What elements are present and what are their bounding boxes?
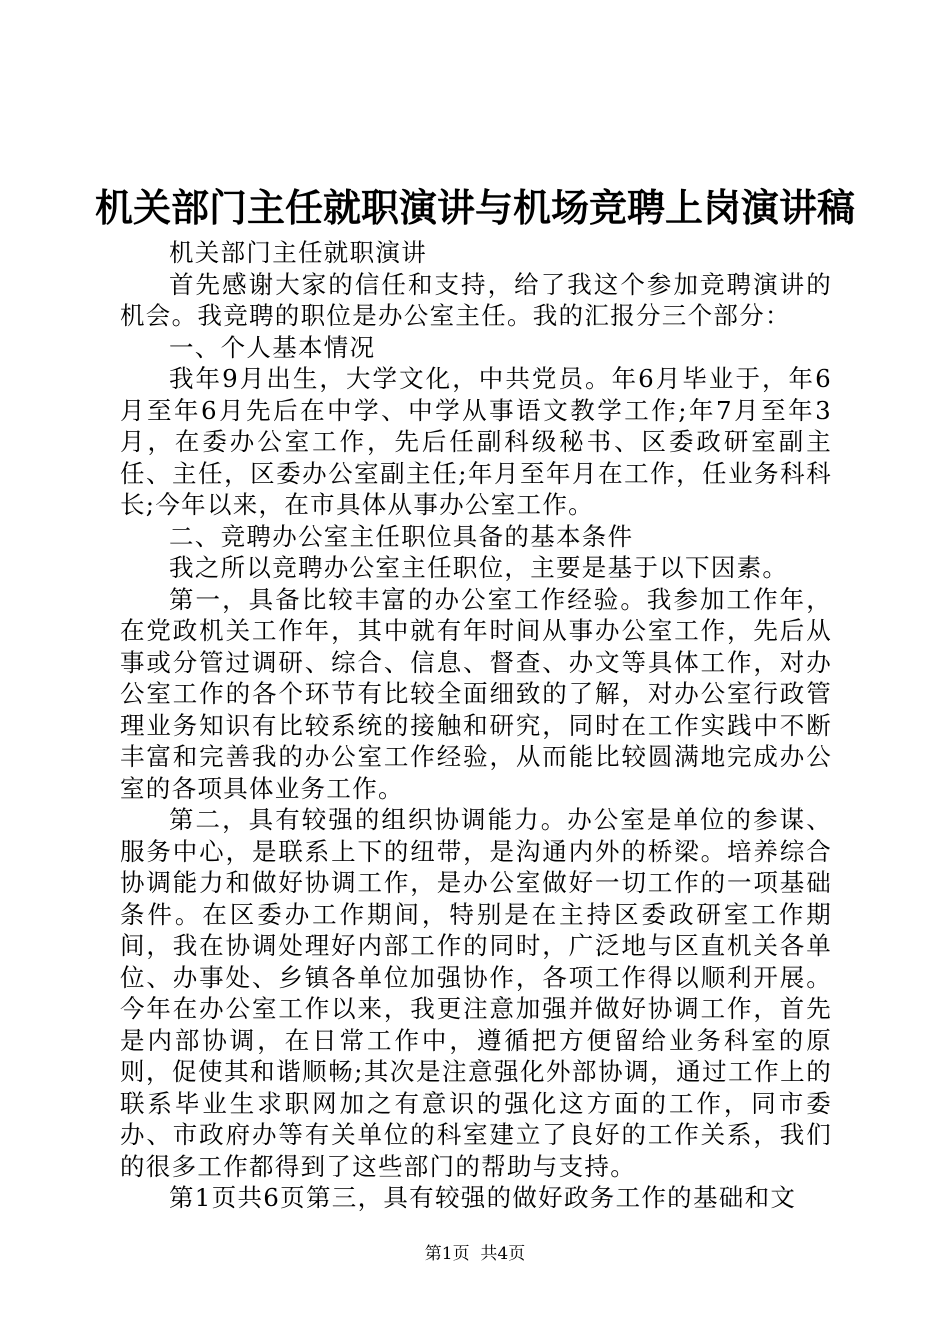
paragraph-point-2: 第二，具有较强的组织协调能力。办公室是单位的参谋、服务中心，是联系上下的纽带，是沟通内外的桥梁。培养综合协调能力和做好协调工作，是办公室做好一切工作的一项基础条件。在区委办工作期间，特别是在主持区委政研室工作期间，我在协调处理好内部工作的同时，广泛地与区直机关各单位、办事处、乡镇各单位加强协作，各项工作得以顺利开展。今年在办公室工作以来，我更注意加强并做好协调工作，首先是内部协调，在日常工作中，遵循把方便留给业务科室的原则，促使其和谐顺畅;其次是注意强化外部协调，通过工作上的联系毕业生求职网加之有意识的强化这方面的工作，同市委办、市政府办等有关单位的科室建立了良好的工作关系，我们的很多工作都得到了这些部门的帮助与支持。	[120, 805, 832, 1181]
section-heading-2: 二、竞聘办公室主任职位具备的基本条件	[169, 521, 634, 551]
paragraph-point-3: 第1页共6页第三，具有较强的做好政务工作的基础和文	[169, 1183, 797, 1212]
paragraph-personal-info: 我年9月出生，大学文化，中共党员。年6月毕业于，年6月至年6月先后在中学、中学从事语文教学工作;年7月至年3月，在委办公室工作，先后任副科级秘书、区委政研室副主任、主任，区委办公室副主任;年月至年月在工作，任业务科科长;今年以来，在市具体从事办公室工作。	[120, 364, 832, 519]
document-title: 机关部门主任就职演讲与机场竞聘上岗演讲稿	[94, 185, 855, 230]
paragraph-subtitle: 机关部门主任就职演讲	[169, 238, 427, 267]
paragraph-opening: 首先感谢大家的信任和支持，给了我这个参加竞聘演讲的机会。我竞聘的职位是办公室主任。我的汇报分三个部分：	[120, 269, 832, 330]
paragraph-point-1: 第一，具备比较丰富的办公室工作经验。我参加工作年，在党政机关工作年，其中就有年时间从事办公室工作，先后从事或分管过调研、综合、信息、督查、办文等具体工作，对办公室工作的各个环节有比较全面细致的了解，对办公室行政管理业务知识有比较系统的接触和研究，同时在工作实践中不断丰富和完善我的办公室工作经验，从而能比较圆满地完成办公室的各项具体业务工作。	[120, 584, 832, 803]
document-body	[120, 237, 832, 1214]
paragraph-reasons-intro: 我之所以竞聘办公室主任职位，主要是基于以下因素。	[169, 553, 789, 582]
section-heading-1: 一、个人基本情况	[169, 332, 376, 362]
page-footer: 第1页 共4页	[424, 1244, 526, 1264]
